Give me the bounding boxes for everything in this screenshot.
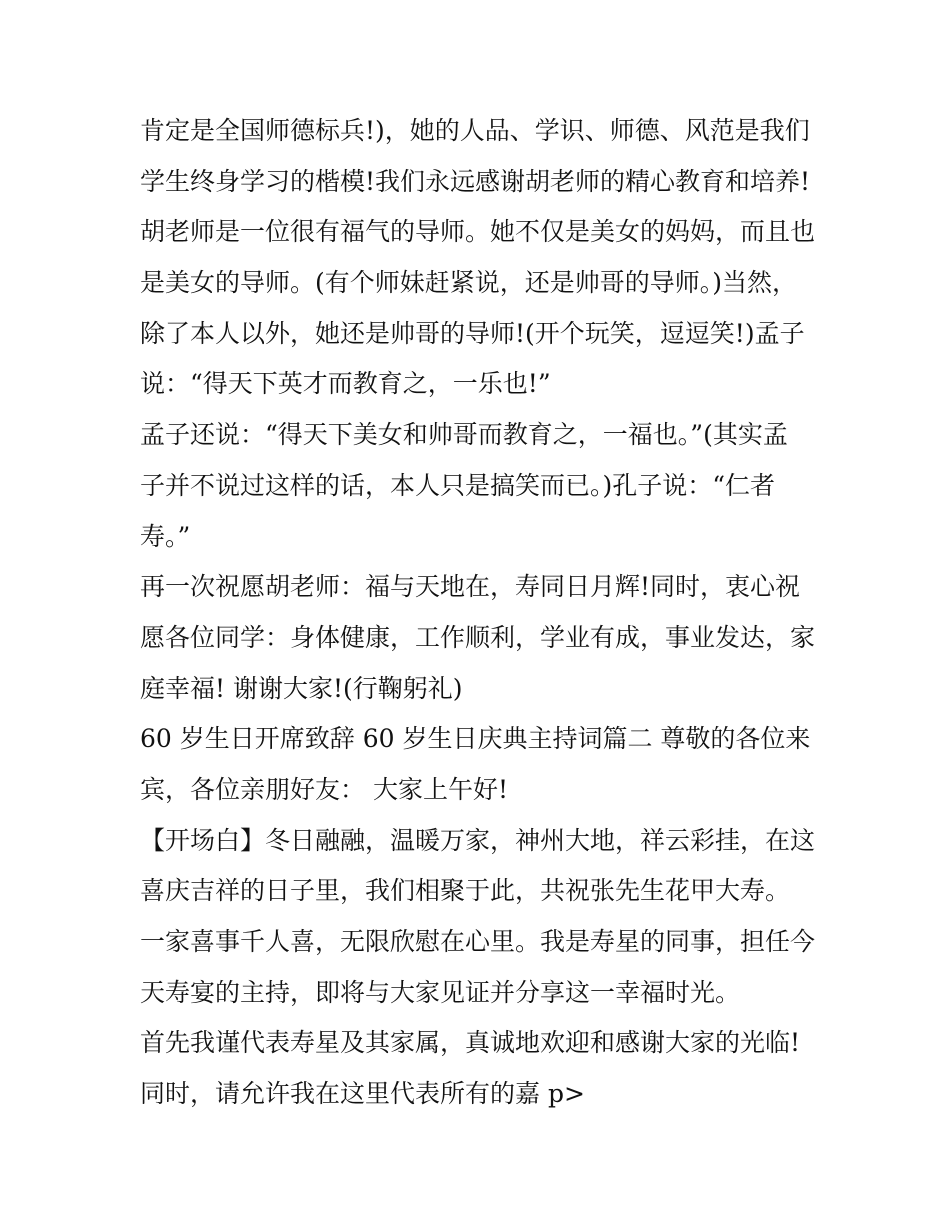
text-line: 孟子还说：“得天下美女和帅哥而教育之，一福也。”(其实孟 — [140, 420, 788, 450]
text-line: 肯定是全国师德标兵!)，她的人品、学识、师德、风范是我们 — [140, 116, 810, 145]
text-line: 学生终身学习的楷模!我们永远感谢胡老师的精心教育和培养! — [140, 166, 811, 196]
text-line: 胡老师是一位很有福气的导师。她不仅是美女的妈妈，而且也 — [140, 217, 816, 247]
text-line: 首先我谨代表寿星及其家属，真诚地欢迎和感谢大家的光临! — [140, 1028, 801, 1058]
text-line: 再一次祝愿胡老师：福与天地在，寿同日月辉!同时，衷心祝 — [140, 572, 801, 602]
text-line: 同时，请允许我在这里代表所有的嘉 p> — [140, 1079, 585, 1109]
text-line: 庭幸福! 谢谢大家!(行鞠躬礼) — [140, 673, 463, 703]
text-line: 是美女的导师。(有个师妹赶紧说，还是帅哥的导师。)当然， — [140, 268, 798, 298]
document-body — [140, 106, 830, 1120]
text-line: 说：“得天下英才而教育之，一乐也!” — [140, 369, 551, 399]
text-line: 【开场白】冬日融融，温暖万家，神州大地，祥云彩挂，在这 — [140, 825, 816, 855]
text-line: 喜庆吉祥的日子里，我们相聚于此，共祝张先生花甲大寿。 — [140, 876, 791, 906]
text-line: 子并不说过这样的话，本人只是搞笑而已。)孔子说：“仁者 — [140, 470, 776, 500]
text-line: 寿。” — [140, 521, 191, 551]
text-line: 60 岁生日开席致辞 60 岁生日庆典主持词篇二 尊敬的各位来 — [140, 724, 811, 754]
text-line: 天寿宴的主持，即将与大家见证并分享这一幸福时光。 — [140, 977, 741, 1007]
text-line: 宾，各位亲朋好友： 大家上午好! — [140, 774, 508, 804]
text-line: 除了本人以外，她还是帅哥的导师!(开个玩笑，逗逗笑!)孟子 — [140, 318, 805, 348]
text-line: 一家喜事千人喜，无限欣慰在心里。我是寿星的同事，担任今 — [140, 927, 816, 956]
text-line: 愿各位同学：身体健康，工作顺利，学业有成，事业发达，家 — [140, 622, 816, 652]
